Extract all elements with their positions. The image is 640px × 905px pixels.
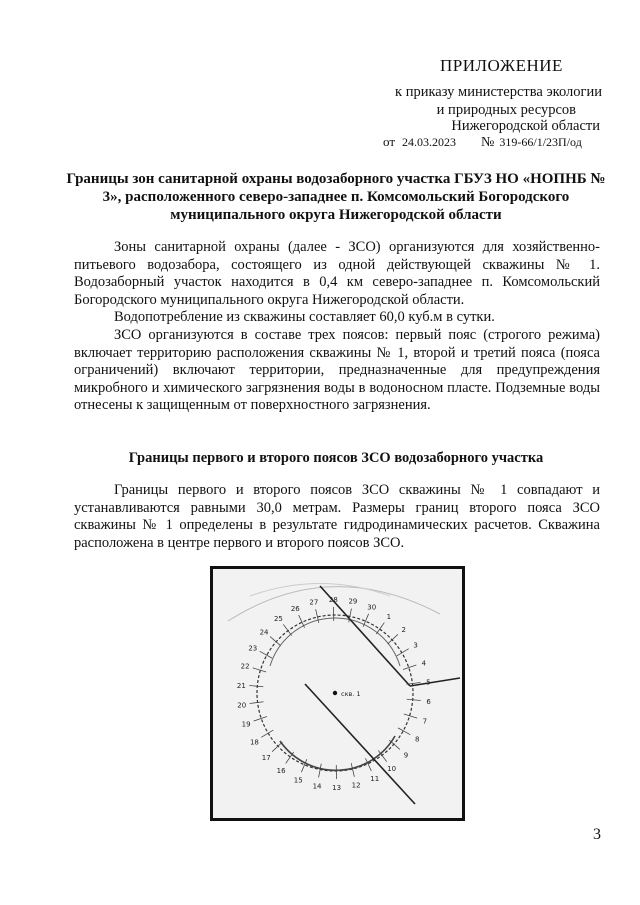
boundary-point-label: 11	[370, 775, 380, 784]
order-number: 319-66/1/23П/од	[499, 135, 582, 149]
boundary-point-label: 26	[290, 604, 300, 613]
boundary-point-label: 22	[240, 662, 250, 671]
boundary-point-label: 23	[248, 644, 258, 653]
annex-line-region: Нижегородской области	[451, 118, 600, 134]
page-number: 3	[593, 826, 601, 843]
annex-line-resources: и природных ресурсов	[436, 102, 576, 118]
boundary-point-label: 13	[332, 783, 342, 792]
boundary-point-label: 15	[293, 776, 303, 785]
well-marker	[333, 691, 337, 695]
section-title: Границы первого и второго поясов ЗСО водозаборного участка	[128, 450, 544, 466]
boundary-point-label: 29	[348, 597, 358, 606]
intro-paragraph: Водопотребление из скважины составляет 60,0 куб.м в сутки.	[114, 309, 495, 326]
boundary-point-label: 25	[273, 614, 283, 623]
boundary-point-label: 10	[387, 765, 397, 774]
annex-heading: ПРИЛОЖЕНИЕ	[440, 56, 563, 75]
document-title: Границы зон санитарной охраны водозаборного участка ГБУЗ НО «НОПНБ № 3», расположенного северо-западнее п. Комсомольский Богородского муниципального округа Нижегородской области	[66, 171, 606, 223]
number-prefix: №	[481, 135, 495, 150]
boundary-point-label: 28	[328, 596, 338, 605]
boundary-point-label: 27	[309, 598, 319, 607]
boundary-point-label: 14	[312, 782, 322, 791]
boundary-point-label: 19	[241, 720, 251, 729]
boundary-point-label: 16	[276, 767, 286, 776]
intro-paragraph: ЗСО организуются в составе трех поясов: первый пояс (строгого режима) включает территорию расположения скважины № 1, второй и третий пояса (пояса ограничений) включают территории, предназначенные для предупреждения микробного и химического загрязнения воды в водоносном пласте. Подземные воды отнесены к защищенным от поверхностного загрязнения.	[74, 326, 600, 414]
boundary-point-label: 5	[426, 678, 431, 687]
order-date: 24.03.2023	[402, 135, 457, 149]
boundary-point-label: 24	[259, 628, 269, 637]
boundary-point-label: 17	[261, 754, 271, 763]
boundary-point-label: 6	[426, 698, 431, 707]
boundary-point-label: 9	[403, 751, 409, 760]
boundary-point-label: 7	[422, 717, 428, 726]
annex-line-order: к приказу министерства экологии	[395, 84, 602, 100]
boundary-point-label: 30	[367, 603, 377, 612]
zone-scheme-image	[210, 566, 465, 821]
intro-paragraph: Зоны санитарной охраны (далее - ЗСО) организуются для хозяйственно-питьевого водозабора, состоящего из одной действующей скважины № 1. Водозаборный участок находится в 0,4 км северо-западнее п. Комсомольский Богородского муниципального округа Нижегородской области.	[74, 239, 600, 308]
boundary-point-label: 4	[421, 659, 427, 668]
boundary-point-label: 8	[414, 735, 420, 744]
annex-date-row	[383, 134, 582, 151]
boundary-point-label: 2	[401, 625, 406, 634]
boundary-point-label: 12	[351, 781, 361, 790]
boundary-point-label: 18	[249, 738, 259, 747]
boundary-point-label: 1	[386, 612, 392, 621]
boundary-point-label: 3	[413, 641, 418, 650]
boundary-point-label: 20	[237, 701, 247, 710]
boundary-point-label: 21	[236, 681, 246, 690]
section-text	[74, 482, 600, 552]
intro-text	[74, 239, 600, 415]
date-prefix: от	[383, 134, 396, 149]
section-paragraph: Границы первого и второго поясов ЗСО скважины № 1 совпадают и устанавливаются равными 30,0 метрам. Размеры границ второго пояса ЗСО скважины № 1 определены в результате гидродинамических расчетов. Скважина расположена в центре первого и второго поясов ЗСО.	[74, 482, 600, 551]
well-label: скв. 1	[341, 690, 361, 698]
